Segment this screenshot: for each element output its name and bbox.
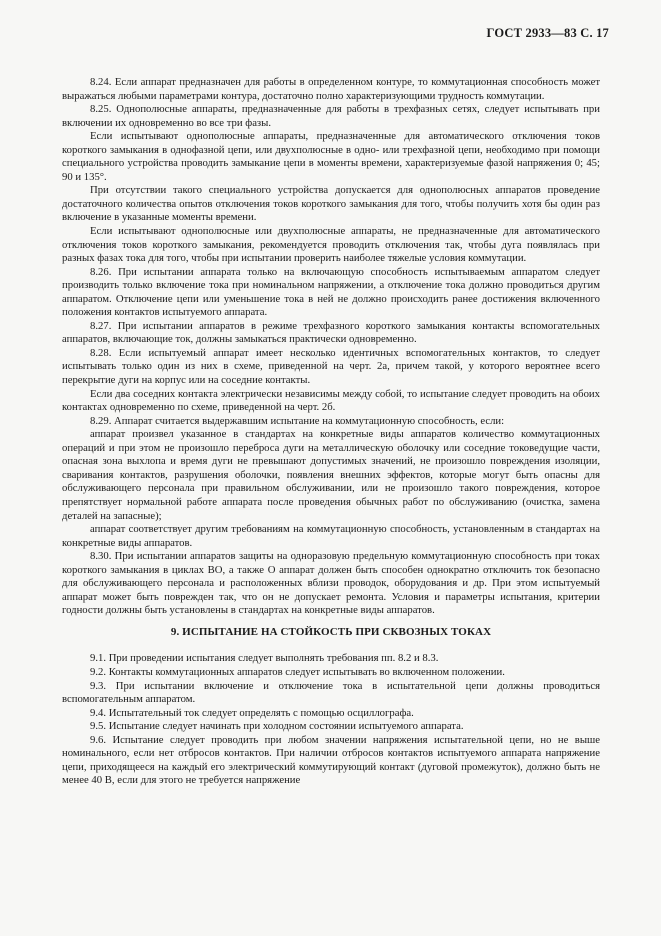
paragraph: Если два соседних контакта электрически независимы между собой, то испытание следует проводить на обоих контактах одновременно по схеме, приведенной на черт. 2б. — [62, 387, 600, 414]
paragraph-8-30: 8.30. При испытании аппаратов защиты на одноразовую предельную коммутационную способность при токах короткого замыкания в циклах ВО, а также О аппарат должен быть способен однократно отключить ток безопасно для обслуживающего персонала и расположенных вблизи проводок, оборудования и др. При этом испытуемый аппарат может быть поврежден так, что он не допускает ремонта. Условия и параметры испытания, критерии годности должны быть установлены в стандартах на конкретные виды аппаратов. — [62, 550, 600, 617]
section-title: 9. ИСПЫТАНИЕ НА СТОЙКОСТЬ ПРИ СКВОЗНЫХ ТОКАХ — [170, 625, 492, 638]
paragraph: При отсутствии такого специального устройства допускается для однополюсных аппаратов проведение достаточного количества опытов отключения токов короткого замыкания для того, чтобы получить хотя бы один раз включение в указанные моменты времени. — [62, 184, 600, 224]
paragraph-9-6: 9.6. Испытание следует проводить при любом значении напряжения испытательной цепи, но не выше номинального, если нет отбросов контактов. При наличии отбросов контактов испытуемого аппарата напряжение цепи, приходящееся на каждый его электрический коммутирующий контакт (дуговой промежуток), должно быть не менее 40 В, если для этого не требуется напряжение — [62, 733, 600, 787]
list-item-condition: аппарат произвел указанное в стандартах на конкретные виды аппаратов количество коммутационных операций и при этом не произошло переброса дуги на металлическую оболочку или соседние токоведущие части, опасная зона выхлопа и время дуги не превышают допустимых значений, не произошло повреждения изоляции, сваривания контактов, разрушения оболочки, появления внешних эффектов, которые могут быть опасны для обслуживающего персонала при правильном обслуживании, или не произошло такого повреждения, которое препятствует нормальной работе аппарата после проведения обычных работ по обслуживанию (очистка, замена деталей на запасные); — [62, 428, 600, 522]
list-item-condition: аппарат соответствует другим требованиям на коммутационную способность, установленным в стандартах на конкретные виды аппаратов. — [62, 523, 600, 549]
paragraph-8-26: 8.26. При испытании аппарата только на включающую способность испытываемым аппаратом следует производить только включение тока при номинальном напряжении, а отключение тока должно проводиться другим аппаратом. Отключение цепи или уменьшение тока в ней не должно происходить ранее достижения включенного положения контактов испытуемого аппарата. — [62, 265, 600, 319]
paragraph-9-1: 9.1. При проведении испытания следует выполнять требования пп. 8.2 и 8.3. — [90, 652, 439, 665]
paragraph-9-4: 9.4. Испытательный ток следует определять с помощью осциллографа. — [90, 706, 414, 719]
paragraph-8-29: 8.29. Аппарат считается выдержавшим испытание на коммутационную способность, если: — [90, 414, 505, 427]
paragraph-8-24: 8.24. Если аппарат предназначен для работы в определенном контуре, то коммутационная способность может выражаться любыми параметрами контура, достаточно полно характеризующими трудность коммутации. — [62, 76, 600, 102]
paragraph-8-28: 8.28. Если испытуемый аппарат имеет несколько идентичных вспомогательных контактов, то следует испытывать только один из них в схеме, приведенной на черт. 2а, причем такой, у которого вероятнее всего перекрытие дуги на корпус или на соседние контакты. — [62, 346, 600, 387]
document-body — [62, 76, 600, 788]
paragraph-9-5: 9.5. Испытание следует начинать при холодном состоянии испытуемого аппарата. — [90, 720, 464, 733]
paragraph: Если испытывают однополюсные или двухполюсные аппараты, не предназначенные для автоматического отключения токов короткого замыкания, рекомендуется проводить отключения так, чтобы дуга появлялась при разных фазах тока для того, чтобы при испытании проверить наиболее тяжелые условия коммутации. — [62, 225, 600, 265]
paragraph: Если испытывают однополюсные аппараты, предназначенные для автоматического отключения токов короткого замыкания в однофазной цепи, или двухполюсные в одно- или трехфазной цепи, необходимо при помощи специального устройства проводить замыкание цепи в моменты времени, характеризуемые фазой напряжения 0; 45; 90 и 135°. — [62, 130, 600, 183]
paragraph-8-27: 8.27. При испытании аппаратов в режиме трехфазного короткого замыкания контакты вспомогательных аппаратов, включающие ток, должны замыкаться практически одновременно. — [62, 319, 600, 346]
page-header: ГОСТ 2933—83 С. 17 — [486, 26, 609, 40]
paragraph-8-25: 8.25. Однополюсные аппараты, предназначенные для работы в трехфазных сетях, следует испытывать при включении их одновременно во все три фазы. — [62, 103, 600, 129]
paragraph-9-2: 9.2. Контакты коммутационных аппаратов следует испытывать во включенном положении. — [90, 665, 505, 678]
paragraph-9-3: 9.3. При испытании включение и отключение тока в испытательной цепи должны проводиться вспомогательным аппаратом. — [62, 679, 600, 706]
